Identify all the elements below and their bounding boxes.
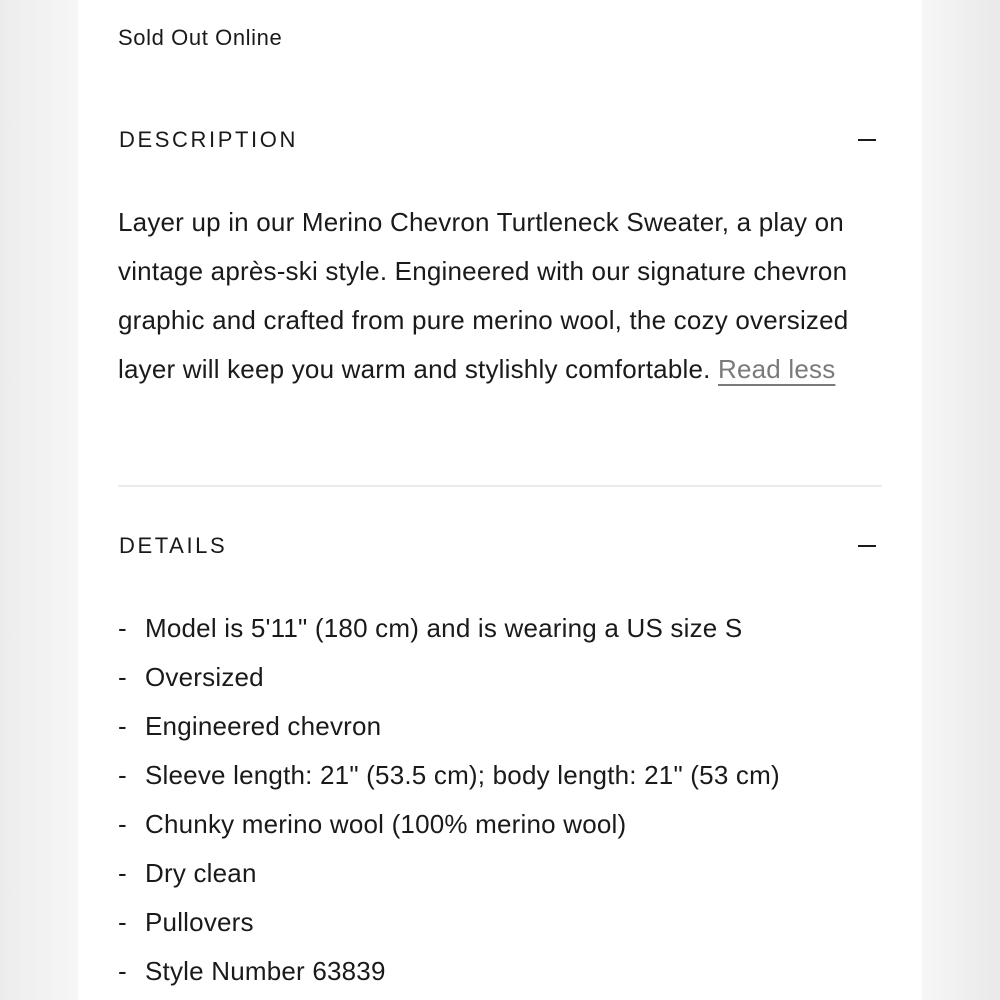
list-bullet: - — [118, 662, 127, 692]
details-list — [118, 604, 882, 996]
details-list-item — [118, 947, 882, 996]
details-item-text: Oversized — [145, 662, 264, 692]
list-bullet: - — [118, 809, 127, 839]
description-accordion-header[interactable] — [118, 125, 882, 155]
description-body — [118, 198, 882, 394]
details-list-item — [118, 849, 882, 898]
availability-status: Sold Out Online — [118, 25, 283, 50]
details-list-item — [118, 604, 882, 653]
details-item-text: Engineered chevron — [145, 711, 382, 741]
page-background-left — [0, 0, 80, 1000]
section-divider — [118, 485, 882, 487]
minus-icon[interactable] — [858, 545, 876, 547]
list-bullet: - — [118, 907, 127, 937]
read-less-link[interactable]: Read less — [717, 354, 836, 384]
details-list-item — [118, 751, 882, 800]
details-item-text: Dry clean — [145, 858, 257, 888]
details-title: DETAILS — [119, 533, 228, 558]
details-item-text: Sleeve length: 21" (53.5 cm); body length: 21" (53 cm) — [145, 760, 780, 790]
details-item-text: Style Number 63839 — [145, 956, 386, 986]
details-item-text: Pullovers — [145, 907, 254, 937]
details-list-item — [118, 800, 882, 849]
details-item-text: Model is 5'11" (180 cm) and is wearing a US size S — [145, 613, 743, 643]
list-bullet: - — [118, 956, 127, 986]
description-text: Layer up in our Merino Chevron Turtleneck Sweater, a play on vintage après-ski style. Engineered with our signature chevron graphic and crafted from pure merino wool, the cozy oversized layer will keep you warm and stylishly comfortable. — [118, 207, 849, 384]
list-bullet: - — [118, 858, 127, 888]
description-title: DESCRIPTION — [119, 127, 298, 152]
details-list-item — [118, 898, 882, 947]
details-item-text: Chunky merino wool (100% merino wool) — [145, 809, 627, 839]
product-info-panel — [78, 0, 922, 1000]
list-bullet: - — [118, 760, 127, 790]
minus-icon[interactable] — [858, 139, 876, 141]
details-list-item — [118, 702, 882, 751]
page-background-right — [920, 0, 1000, 1000]
details-list-item — [118, 653, 882, 702]
list-bullet: - — [118, 711, 127, 741]
details-accordion-header[interactable] — [118, 531, 882, 561]
list-bullet: - — [118, 613, 127, 643]
